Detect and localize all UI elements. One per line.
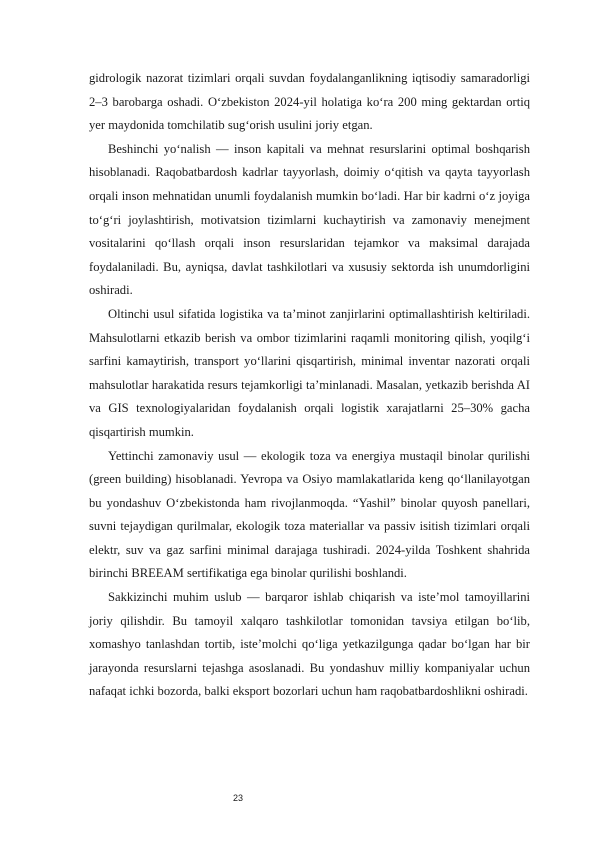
paragraph-sixth-method: Oltinchi usul sifatida logistika va ta’minot zanjirlarini optimallashtirish keltiriladi. Mahsulotlarni etkazib berish va ombor tizimlarini raqamli monitoring qilish, yoqilg‘i sarfini kamaytirish, transport yo‘llarini qisqartirish, minimal inventar nazorati orqali mahsulotlar harakatida resurs tejamkorligi ta’minlanadi. Masalan, yetkazib berishda AI va GIS texnologiyalaridan foydalanish orqali logistik xarajatlarni 25–30% gacha qisqartirish mumkin. <box>89 306 530 439</box>
paragraph-seventh-method: Yettinchi zamonaviy usul — ekologik toza va energiya mustaqil binolar qurilishi (green building) hisoblanadi. Yevropa va Osiyo mamlakatlarida keng qo‘llanilayotgan bu yondashuv O‘zbekistonda ham rivojlanmoqda. “Yashil” binolar quyosh panellari, suvni tejaydigan qurilmalar, ekologik toza materiallar va passiv isitish tizimlari orqali elektr, suv va gaz sarfini minimal darajaga tushiradi. 2024-yilda Toshkent shahrida birinchi BREEAM sertifikatiga ega binolar qurilishi boshlandi. <box>89 448 530 581</box>
paragraph-continuation: gidrologik nazorat tizimlari orqali suvdan foydalanganlikning iqtisodiy samaradorligi 2–3 barobarga oshadi. O‘zbekiston 2024-yil holatiga ko‘ra 200 ming gektardan ortiq yer maydonida tomchilatib sug‘orish usulini joriy etgan. <box>89 71 530 133</box>
page-number: 23 <box>232 793 243 803</box>
paragraph-eighth-method: Sakkizinchi muhim uslub — barqaror ishlab chiqarish va iste’mol tamoyillarini joriy qilishdir. Bu tamoyil xalqaro tashkilotlar tomonidan tavsiya etilgan bo‘lib, xomashyo tanlashdan tortib, iste’molchi qo‘liga yetkazilgunga qadar bo‘lgan har bir jarayonda resurslarni tejashga asoslanadi. Bu yondashuv milliy kompaniyalar uchun nafaqat ichki bozorda, balki eksport bozorlari uchun ham raqobatbardoshlikni oshiradi. <box>89 590 530 699</box>
document-body <box>89 67 530 704</box>
paragraph-fifth-direction: Beshinchi yo‘nalish — inson kapitali va mehnat resurslarini optimal boshqarish hisoblanadi. Raqobatbardosh kadrlar tayyorlash, doimiy o‘qitish va qayta tayyorlash orqali inson mehnatidan unumli foydalanish mumkin bo‘ladi. Har bir kadrni o‘z joyiga to‘g‘ri joylashtirish, motivatsion tizimlarni kuchaytirish va zamonaviy menejment vositalarini qo‘llash orqali inson resurslaridan tejamkor va maksimal darajada foydalaniladi. Bu, ayniqsa, davlat tashkilotlari va xususiy sektorda ish unumdorligini oshiradi. <box>89 141 530 298</box>
